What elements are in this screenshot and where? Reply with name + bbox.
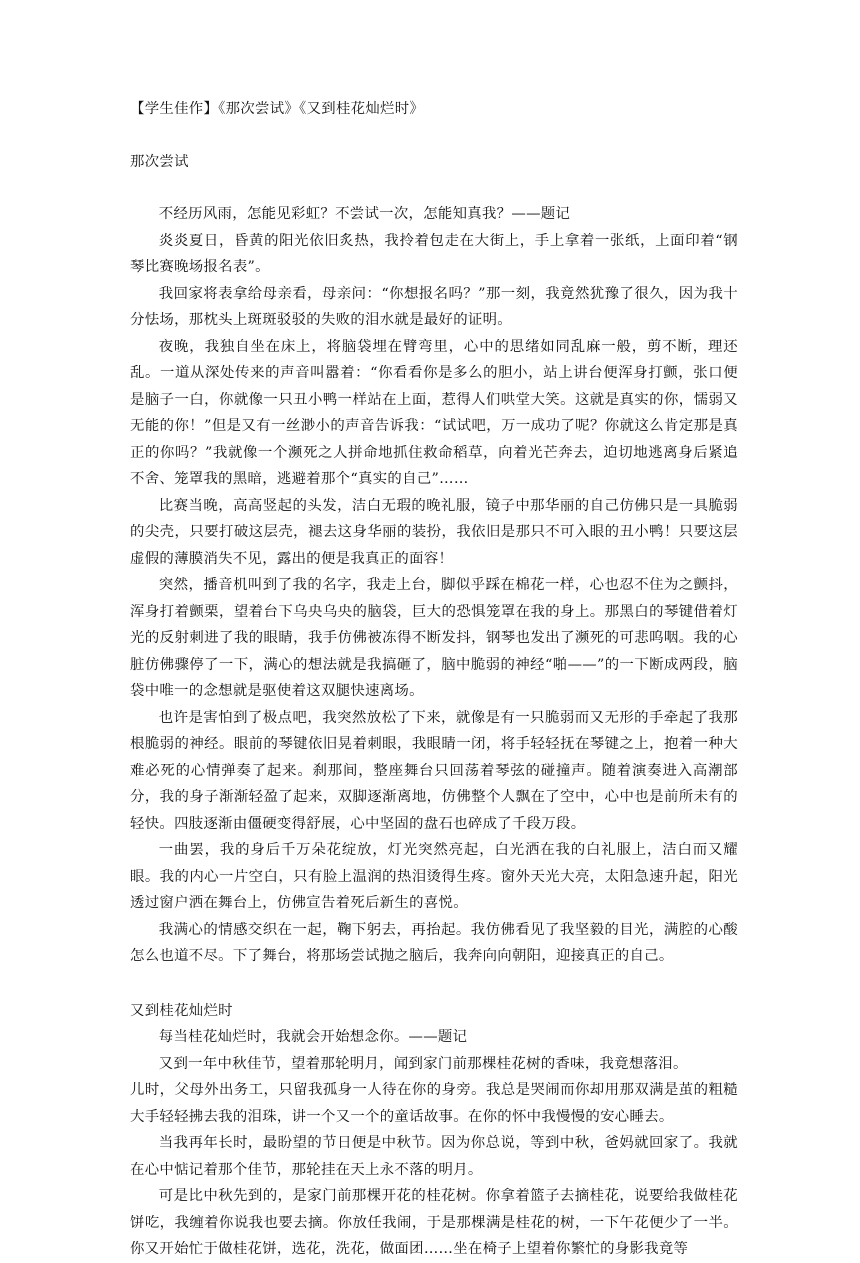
essay1-epigraph: 不经历风雨，怎能见彩虹？不尝试一次，怎能知真我？——题记 [158,206,571,222]
essay1-paragraph: 比赛当晚，高高竖起的头发，洁白无瑕的晚礼服，镜子中那华丽的自己仿佛只是一具脆弱的尖壳，只要打破这层壳，褪去这身华丽的装扮，我依旧是那只不可入眼的丑小鸭！只要这层虚假的薄膜消失不见，露出的便是我真正的面容！ [130,497,738,567]
essay1-paragraph: 炎炎夏日，昏黄的阳光依旧炙热，我拎着包走在大街上，手上拿着一张纸，上面印着“钢琴比赛晚场报名表”。 [130,232,738,275]
essay1-paragraph: 一曲罢，我的身后千万朵花绽放，灯光突然亮起，白光洒在我的白礼服上，洁白而又耀眼。我的内心一片空白，只有脸上温润的热泪烫得生疼。窗外天光大亮，太阳急速升起，阳光透过窗户洒在舞台上，仿佛宣告着死后新生的喜悦。 [130,842,738,911]
essay1-paragraph: 夜晚，我独自坐在床上，将脑袋埋在臂弯里，心中的思绪如同乱麻一般，剪不断，理还乱。一道从深处传来的声音叫嚣着：“你看看你是多么的胆小，站上讲台便浑身打颤，张口便是脑子一白，你就像一只丑小鸭一样站在上面，惹得人们哄堂大笑。这就是真实的你，懦弱又无能的你！”但是又有一丝渺小的声音告诉我：“试试吧，万一成功了呢？你就这么肯定那是真正的你吗？”我就像一个濒死之人拼命地抓住救命稻草，向着光芒奔去，迫切地逃离身后紧追不舍、笼罩我的黑暗，逃避着那个“真实的自己”…… [130,338,738,487]
essay1-paragraph: 我满心的情感交织在一起，鞠下躬去，再抬起。我仿佛看见了我坚毅的目光，满腔的心酸怎么也道不尽。下了舞台，将那场尝试抛之脑后，我奔向向朝阳，迎接真正的自己。 [130,921,738,964]
essay2-paragraph: 儿时，父母外出务工，只留我孤身一人待在你的身旁。我总是哭闹而你却用那双满是茧的粗糙大手轻轻拂去我的泪珠，讲一个又一个的童话故事。在你的怀中我慢慢的安心睡去。 [130,1082,738,1125]
essay2-paragraph: 当我再年长时，最盼望的节日便是中秋节。因为你总说，等到中秋，爸妈就回家了。我就在心中惦记着那个佳节，那轮挂在天上永不落的明月。 [130,1135,738,1178]
essay1-paragraph: 突然，播音机叫到了我的名字，我走上台，脚似乎踩在棉花一样，心也忍不住为之颤抖，浑身打着颤栗，望着台下乌央乌央的脑袋，巨大的恐惧笼罩在我的身上。那黑白的琴键借着灯光的反射刺进了我的眼睛，我手仿佛被冻得不断发抖，钢琴也发出了濒死的可悲呜咽。我的心脏仿佛骤停了一下，满心的想法就是我搞砸了，脑中脆弱的神经“啪——”的一下断成两段，脑袋中唯一的念想就是驱使着这双腿快速离场。 [130,577,738,699]
essay1-title: 那次尝试 [130,153,189,170]
document-body [130,96,738,1263]
essay1-paragraph: 我回家将表拿给母亲看，母亲问：“你想报名吗？”那一刻，我竟然犹豫了很久，因为我十分怯场，那枕头上斑斑驳驳的失败的泪水就是最好的证明。 [130,285,738,328]
document-title: 【学生佳作】《那次尝试》《又到桂花灿烂时》 [130,101,425,117]
essay2-title: 又到桂花灿烂时 [130,1002,233,1019]
essay2-paragraph: 可是比中秋先到的，是家门前那棵开花的桂花树。你拿着篮子去摘桂花，说要给我做桂花饼吃，我缠着你说我也要去摘。你放任我闹，于是那棵满是桂花的树，一下午花便少了一半。你又开始忙于做桂花饼，选花，洗花，做面团……坐在椅子上望着你繁忙的身影我竟等 [130,1188,738,1257]
essay2-epigraph: 每当桂花灿烂时，我就会开始想念你。——题记 [158,1029,468,1045]
essay2-paragraph: 又到一年中秋佳节，望着那轮明月，闻到家门前那棵桂花树的香味，我竟想落泪。 [158,1055,688,1072]
essay1-paragraph: 也许是害怕到了极点吧，我突然放松了下来，就像是有一只脆弱而又无形的手牵起了我那根脆弱的神经。眼前的琴键依旧晃着刺眼，我眼睛一闭，将手轻轻抚在琴键之上，抱着一种大难必死的心情弹奏了起来。刹那间，整座舞台只回荡着琴弦的碰撞声。随着演奏进入高潮部分，我的身子渐渐轻盈了起来，双脚逐渐离地，仿佛整个人飘在了空中，心中也是前所未有的轻快。四肢逐渐由僵硬变得舒展，心中坚固的盘石也碎成了千段万段。 [130,709,738,832]
